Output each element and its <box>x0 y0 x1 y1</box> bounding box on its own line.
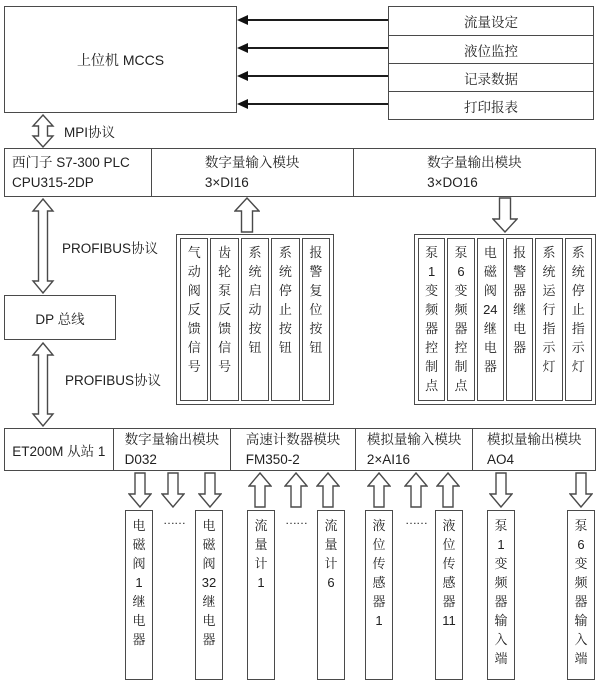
device-column-valve1-relay: 电 磁 阀 1 继 电 器 <box>125 510 153 680</box>
block-arrow-down-icon <box>492 197 518 233</box>
device-column-levelsensor1: 液 位 传 感 器 1 <box>365 510 393 680</box>
di-signal-column: 齿 轮 泵 反 馈 信 号 <box>210 238 238 401</box>
ai-module-title: 模拟量输入模块 <box>366 431 462 447</box>
device-column-pump6-vfd-input: 泵 6 变 频 器 输 入 端 <box>567 510 595 680</box>
left-arrowhead-icon <box>237 71 248 81</box>
block-arrow-up-icon <box>404 472 428 508</box>
device-column-flowmeter1: 流 量 计 1 <box>247 510 275 680</box>
digital-input-module-box <box>151 149 353 196</box>
ai-module-spec: 2×AI16 <box>366 451 411 467</box>
block-arrow-up-icon <box>248 472 272 508</box>
et200m-station-box <box>5 429 113 470</box>
profibus-protocol-label-upper: PROFIBUS协议 <box>62 241 159 256</box>
function-label: 打印报表 <box>464 99 518 115</box>
device-column-pump1-vfd-input: 泵 1 变 频 器 输 入 端 <box>487 510 515 680</box>
di-signal-column: 系 统 启 动 按 钮 <box>241 238 269 401</box>
connector-line <box>247 47 388 49</box>
ao-module-title: 模拟量输出模块 <box>486 431 582 447</box>
host-computer-label: 上位机 MCCS <box>76 51 165 68</box>
function-label: 流量设定 <box>464 15 518 30</box>
connector-line <box>247 19 388 21</box>
ellipsis: …… <box>405 513 427 527</box>
do-signal-column: 泵 1 变 频 器 控 制 点 <box>418 238 445 401</box>
di-signal-column: 系 统 停 止 按 钮 <box>271 238 299 401</box>
do-signal-column: 泵 6 变 频 器 控 制 点 <box>447 238 474 401</box>
ellipsis: …… <box>285 513 307 527</box>
mpi-protocol-label: MPI协议 <box>64 125 116 140</box>
cpu-model-line1: 西门子 S7-300 PLC <box>12 154 130 170</box>
et200m-rack-row <box>4 428 596 471</box>
connector-line <box>247 75 388 77</box>
block-arrow-down-icon <box>128 472 152 508</box>
do-signal-column: 电 磁 阀 24 继 电 器 <box>477 238 504 401</box>
plc-rack-row <box>4 148 596 197</box>
function-box-flow-setting <box>389 7 593 35</box>
device-column-levelsensor11: 液 位 传 感 器 11 <box>435 510 463 680</box>
do-signal-column: 系 统 停 止 指 示 灯 <box>565 238 592 401</box>
et200m-station-label: ET200M 从站 1 <box>12 443 106 459</box>
function-label: 液位监控 <box>464 43 518 59</box>
counter-module-spec: FM350-2 <box>245 451 300 467</box>
double-arrow-icon <box>31 198 55 294</box>
block-arrow-down-icon <box>161 472 185 508</box>
dp-bus-box <box>4 295 116 340</box>
host-function-stack <box>388 6 594 120</box>
ellipsis: …… <box>163 513 185 527</box>
counter-module-title: 高速计数器模块 <box>245 431 341 447</box>
block-arrow-up-icon <box>367 472 391 508</box>
ao-module-spec: AO4 <box>486 451 514 467</box>
profibus-protocol-label-lower: PROFIBUS协议 <box>65 373 162 388</box>
block-arrow-down-icon <box>489 472 513 508</box>
do-module-title: 数字量输出模块 <box>427 154 522 170</box>
cpu-model-line2: CPU315-2DP <box>12 174 94 190</box>
di-module-title: 数字量输入模块 <box>204 154 300 170</box>
do-module-spec: 3×DO16 <box>427 174 478 190</box>
device-column-flowmeter6: 流 量 计 6 <box>317 510 345 680</box>
left-arrowhead-icon <box>237 99 248 109</box>
do32-module-box <box>113 429 231 470</box>
do32-module-title: 数字量输出模块 <box>124 431 220 447</box>
do-signal-group <box>414 234 596 405</box>
device-column-valve32-relay: 电 磁 阀 32 继 电 器 <box>195 510 223 680</box>
di-signal-column: 气 动 阀 反 馈 信 号 <box>180 238 208 401</box>
dp-bus-label: DP 总线 <box>35 311 85 327</box>
counter-module-box <box>230 429 355 470</box>
do-signal-column: 报 警 器 继 电 器 <box>506 238 533 401</box>
di-signal-column: 报 警 复 位 按 钮 <box>302 238 330 401</box>
di-module-spec: 3×DI16 <box>204 174 249 190</box>
block-arrow-up-icon <box>234 197 260 233</box>
double-arrow-icon <box>31 342 55 427</box>
block-arrow-up-icon <box>316 472 340 508</box>
left-arrowhead-icon <box>237 43 248 53</box>
function-label: 记录数据 <box>464 71 518 87</box>
ai-module-box <box>355 429 473 470</box>
do32-module-spec: D032 <box>124 451 157 467</box>
left-arrowhead-icon <box>237 15 248 25</box>
function-box-record-data <box>389 63 593 91</box>
block-arrow-down-icon <box>198 472 222 508</box>
do-signal-column: 系 统 运 行 指 示 灯 <box>535 238 562 401</box>
block-arrow-up-icon <box>284 472 308 508</box>
double-arrow-icon <box>31 114 55 148</box>
connector-line <box>247 103 388 105</box>
digital-output-module-box <box>353 149 595 196</box>
function-box-level-monitor <box>389 35 593 63</box>
cpu-box <box>5 149 151 196</box>
di-signal-group <box>176 234 334 405</box>
function-box-print-report <box>389 91 593 119</box>
ao-module-box <box>472 429 595 470</box>
host-computer-box <box>4 6 237 113</box>
block-arrow-up-icon <box>436 472 460 508</box>
block-arrow-down-icon <box>569 472 593 508</box>
